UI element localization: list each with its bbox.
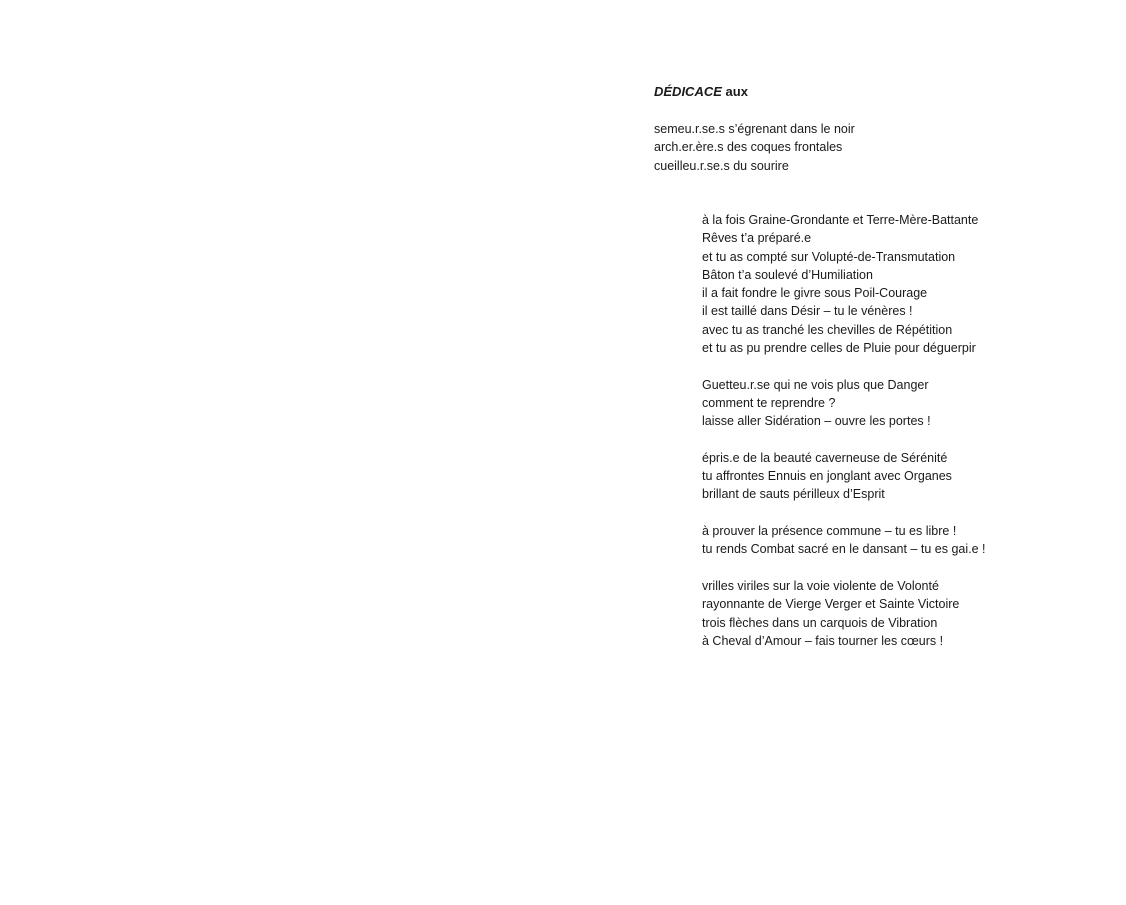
- dedication-title-rest: aux: [721, 84, 748, 99]
- poem-line: à Cheval d’Amour – fais tourner les cœurs !: [702, 633, 944, 648]
- intro-line: arch.er.ère.s des coques frontales: [654, 140, 843, 155]
- poem-line: rayonnante de Vierge Verger et Sainte Victoire: [702, 597, 960, 612]
- poem-line: Guetteu.r.se qui ne vois plus que Danger: [702, 377, 929, 392]
- dedication-title-italic: DÉDICACE: [654, 84, 722, 99]
- poem-line: laisse aller Sidération – ouvre les portes !: [702, 414, 931, 429]
- poem-line: brillant de sauts périlleux d’Esprit: [702, 487, 885, 502]
- poem-line: Bâton t’a soulevé d’Humiliation: [702, 267, 873, 282]
- poem-line: épris.e de la beauté caverneuse de Sérénité: [702, 450, 948, 465]
- dedication-intro: [654, 120, 855, 175]
- poem-line: et tu as pu prendre celles de Pluie pour déguerpir: [702, 341, 976, 356]
- poem-line: avec tu as tranché les chevilles de Répétition: [702, 322, 953, 337]
- poem-line: à la fois Graine-Grondante et Terre-Mère-Battante: [702, 213, 979, 227]
- intro-line: semeu.r.se.s s’égrenant dans le noir: [654, 122, 855, 136]
- dedication-title: [654, 83, 748, 101]
- poem-line: Rêves t’a préparé.e: [702, 231, 812, 246]
- poem-line: il a fait fondre le givre sous Poil-Courage: [702, 286, 928, 301]
- poem-line: trois flèches dans un carquois de Vibration: [702, 615, 938, 630]
- stanza-3: [702, 449, 986, 504]
- poem-line: tu rends Combat sacré en le dansant – tu es gai.e !: [702, 542, 986, 557]
- poem-line: à prouver la présence commune – tu es libre !: [702, 524, 957, 539]
- stanza-1: [702, 211, 986, 357]
- poem-line: et tu as compté sur Volupté-de-Transmutation: [702, 249, 956, 264]
- intro-line: cueilleu.r.se.s du sourire: [654, 158, 789, 173]
- stanza-5: [702, 577, 986, 650]
- poem-line: vrilles viriles sur la voie violente de Volonté: [702, 578, 939, 593]
- poem-line: il est taillé dans Désir – tu le vénères !: [702, 304, 913, 319]
- stanza-2: [702, 376, 986, 431]
- poem-line: tu affrontes Ennuis en jonglant avec Organes: [702, 469, 952, 484]
- poem-line: comment te reprendre ?: [702, 395, 836, 410]
- stanza-4: [702, 522, 986, 559]
- poem-body: [702, 211, 986, 650]
